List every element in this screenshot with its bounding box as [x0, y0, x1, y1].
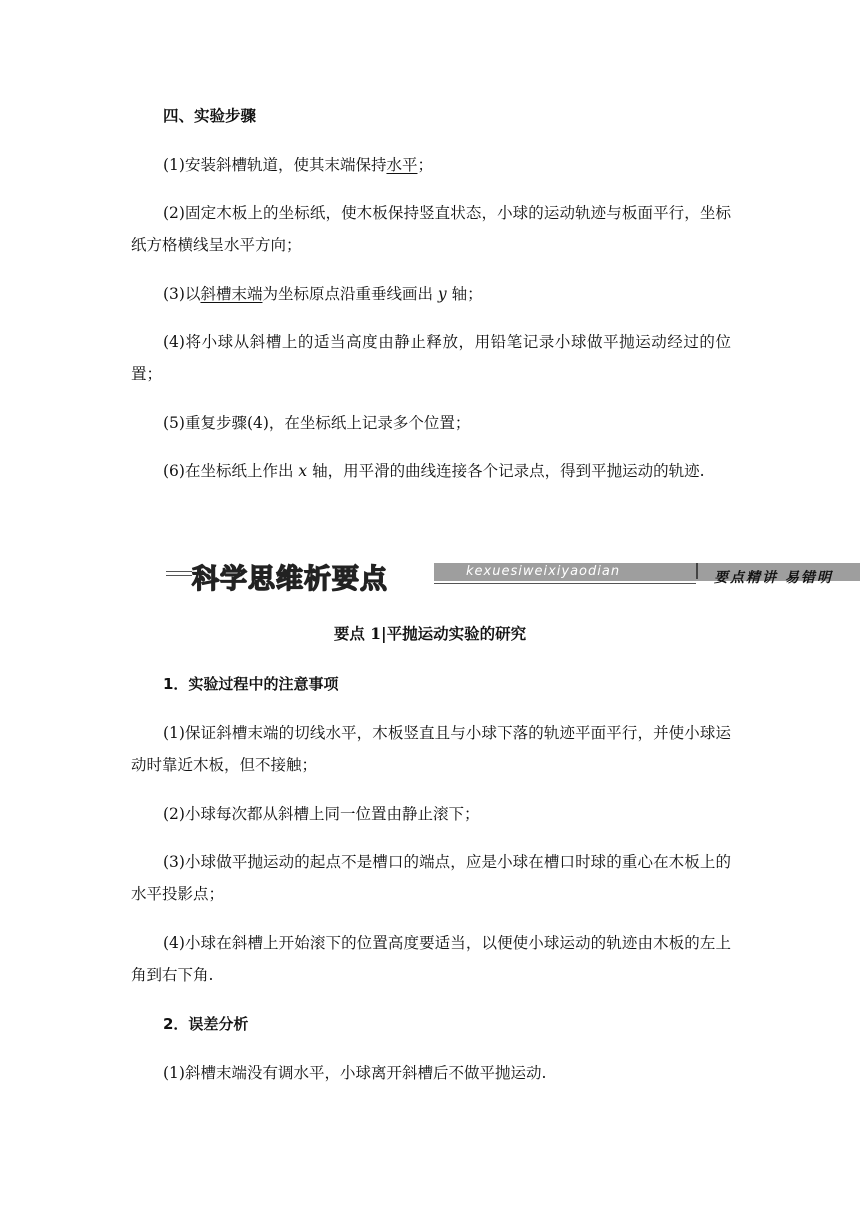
subsection-2-heading: 2．误差分析	[163, 1015, 249, 1033]
banner-underline	[434, 583, 696, 584]
banner-title: 科学思维析要点	[192, 564, 388, 595]
step-4: (4)将小球从斜槽上的适当高度由静止释放，用铅笔记录小球做平抛运动经过的位置；	[131, 333, 731, 383]
banner-pinyin: kexuesiweixiyaodian	[466, 564, 621, 579]
step-1-text: (1)安装斜槽轨道，使其末端保持	[163, 156, 387, 174]
step-1-end: ；	[417, 156, 433, 174]
steps-heading: 四、实验步骤	[163, 106, 257, 125]
subsection-1-heading: 1．实验过程中的注意事项	[163, 675, 339, 693]
step-6	[131, 455, 731, 487]
step-6-text: (6)在坐标纸上作出	[163, 462, 299, 480]
step-3-variable: y	[437, 285, 447, 303]
banner-divider	[696, 563, 698, 579]
step-6-end: 轴，用平滑的曲线连接各个记录点，得到平抛运动的轨迹.	[307, 462, 705, 480]
precaution-2: (2)小球每次都从斜槽上同一位置由静止滚下；	[163, 805, 480, 823]
step-3-text: (3)以	[163, 285, 201, 303]
precaution-1: (1)保证斜槽末端的切线水平，木板竖直且与小球下落的轨迹平面平行，并使小球运动时靠近木板，但不接触；	[131, 724, 731, 774]
step-1-underlined: 水平	[386, 156, 418, 174]
precaution-3: (3)小球做平抛运动的起点不是槽口的端点，应是小球在槽口时球的重心在木板上的水平投影点；	[131, 853, 731, 903]
error-1: (1)斜槽末端没有调水平，小球离开斜槽后不做平抛运动.	[163, 1064, 547, 1082]
step-3	[131, 278, 731, 310]
banner-line-left-2	[166, 575, 192, 576]
section-banner	[166, 559, 860, 595]
step-3-end: 轴；	[446, 285, 483, 303]
banner-line-left	[166, 571, 192, 572]
step-2: (2)固定木板上的坐标纸，使木板保持竖直状态，小球的运动轨迹与板面平行，坐标纸方格横线呈水平方向；	[131, 204, 731, 254]
step-6-variable: x	[298, 462, 308, 480]
step-3-mid: 为坐标原点沿重垂线画出	[262, 285, 438, 303]
step-5: (5)重复步骤(4)，在坐标纸上记录多个位置；	[163, 414, 471, 432]
step-1	[131, 149, 731, 181]
precaution-4: (4)小球在斜槽上开始滚下的位置高度要适当，以便使小球运动的轨迹由木板的左上角到右下角.	[131, 934, 731, 984]
step-3-underlined: 斜槽末端	[200, 285, 263, 303]
key-point-title: 要点 1|平抛运动实验的研究	[333, 624, 527, 643]
banner-subtitle: 要点精讲 易错明	[714, 570, 833, 586]
